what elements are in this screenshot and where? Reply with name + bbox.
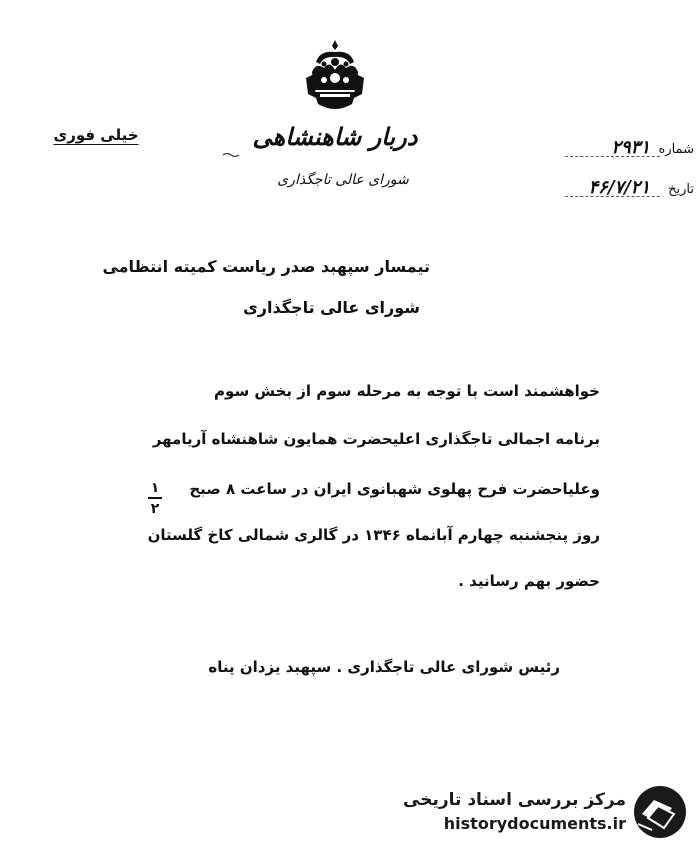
fraction-denominator: ۲ xyxy=(150,501,160,517)
date-label: تاریخ xyxy=(668,182,694,197)
watermark-url: historydocuments.ir xyxy=(443,814,626,833)
archive-logo-icon xyxy=(628,784,688,840)
watermark-name: مرکز بررسی اسناد تاریخی xyxy=(403,790,626,810)
ink-smudge-icon xyxy=(222,152,240,158)
recipient-line-2: شورای عالی تاجگذاری xyxy=(243,298,420,317)
body-line-1: خواهشمند است با توجه به مرحله سوم از بخش سوم xyxy=(214,382,600,400)
recipient-line-1: تیمسار سپهبد صدر ریاست کمیته انتظامی xyxy=(102,257,430,276)
letter-number-row xyxy=(520,137,699,164)
signature-line: رئیس شورای عالی تاجگذاری . سپهبد یزدان پناه xyxy=(208,658,560,676)
fraction-bar xyxy=(148,497,162,499)
body-line-4: روز پنجشنبه چهارم آبانماه ۱۳۴۶ در گالری شمالی کاخ گلستان xyxy=(147,526,600,544)
court-title: دربار شاهنشاهی xyxy=(252,122,418,151)
fraction-numerator: ۱ xyxy=(150,480,160,496)
time-fraction xyxy=(148,480,162,517)
number-label: شماره xyxy=(658,142,694,157)
crown-emblem-icon xyxy=(302,38,368,116)
body-line-2: برنامه اجمالی تاجگذاری اعلیحضرت همایون شاهنشاه آریامهر xyxy=(152,430,600,448)
body-line-3: وعلیاحضرت فرح پهلوی شهبانوی ایران در ساعت ۸ صبح xyxy=(189,480,600,498)
council-subtitle: شورای عالی تاجگذاری xyxy=(277,172,409,188)
urgency-stamp: خیلی فوری xyxy=(53,126,139,144)
body-line-5: حضور بهم رسانید . xyxy=(458,572,600,590)
letter-number: ۲۹۳۱ xyxy=(611,137,650,158)
letter-date-row xyxy=(520,177,699,204)
letter-date: ۴۶/۷/۲۱ xyxy=(588,177,650,198)
